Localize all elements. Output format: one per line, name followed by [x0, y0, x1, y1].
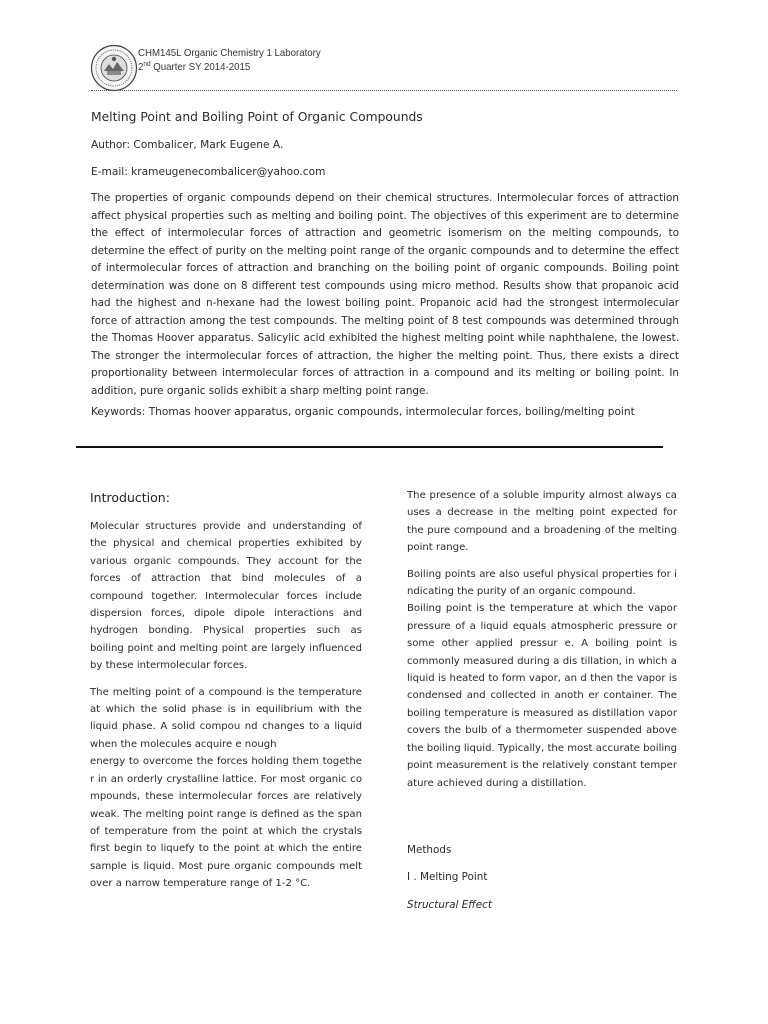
university-seal-logo [90, 44, 138, 92]
structural-effect-subheading: Structural Effect [407, 899, 492, 911]
course-header: CHM145L Organic Chemistry 1 Laboratory [138, 47, 321, 59]
left-column [90, 518, 362, 893]
abstract: The properties of organic compounds depend on their chemical structures. Intermolecular forces of attraction affect physical properties such as melting and boiling point. The objectives of this experiment are to determine the effect of intermolecular forces of attraction and geometric isomerism on the melting compounds, to determine the effect of purity on the melting point range of the organic compounds and to determine the effect of intermolecular forces of attraction and branching on the boiling point of organic compounds. Boiling point determination was done on 8 different test compounds using micro method. Results show that propanoic acid had the highest and n-hexane had the lowest boiling point. Propanoic acid had the strongest intermolecular force of attraction among the test compounds. The melting point of 8 test compounds was determined through the Thomas Hoover apparatus. Salicylic acid exhibited the highest melting point while naphthalene, the lowest. The stronger the intermolecular forces of attraction, the higher the melting point. Thus, there exists a direct proportionality between intermolecular forces of attraction in a compound and its melting or boiling point. In addition, pure organic solids exhibit a sharp melting point range. [91, 192, 679, 397]
email-line: E-mail: krameugenecombalicer@yahoo.com [91, 166, 326, 178]
header-divider [91, 90, 677, 91]
keywords: Keywords: Thomas hoover apparatus, organic compounds, intermolecular forces, boiling/melting point [91, 406, 635, 418]
intro-paragraph-1: Molecular structures provide and understanding of the physical and chemical properties exhibited by various organic compounds. They account for the forces of attraction that bind molecules of a compound together. Intermolecular forces include dispersion forces, dipole dipole interactions and hydrogen bonding. Physical properties such as boiling point and melting point are largely influenced by these intermolecular forces. [90, 521, 362, 672]
right-column [407, 487, 677, 792]
paper-title: Melting Point and Boiling Point of Organic Compounds [91, 110, 423, 124]
introduction-heading: Introduction: [90, 490, 170, 505]
melting-point-subheading: I . Melting Point [407, 871, 488, 883]
intro-paragraph-3: The presence of a soluble impurity almost always ca uses a decrease in the melting point expected for the pure compound and a broadening of the melting point range. [407, 490, 677, 554]
term-header: 2nd Quarter SY 2014-2015 [138, 61, 251, 73]
author-line: Author: Combalicer, Mark Eugene A. [91, 139, 284, 151]
intro-paragraph-2a: The melting point of a compound is the temperature at which the solid phase is in equilibrium with the liquid phase. A solid compou nd changes to a liquid when the molecules acquire e nough [90, 686, 362, 750]
section-divider [76, 446, 663, 448]
methods-heading: Methods [407, 844, 452, 856]
intro-paragraph-4: Boiling points are also useful physical properties for i ndicating the purity of an organic compound. [407, 568, 677, 598]
intro-paragraph-5: Boiling point is the temperature at which the vapor pressure of a liquid equals atmospheric pressure or some other applied pressur e. A boiling point is commonly measured during a dis tillation, in which a liquid is heated to form vapor, an d then the vapor is condensed and collected in anoth er container. The boiling temperature is measured as distillation vapor covers the bulb of a thermometer suspended above the boiling liquid. Typically, the most accurate boiling point measurement is the relatively constant temper ature achieved during a distillation. [407, 603, 677, 789]
intro-paragraph-2b: energy to overcome the forces holding them togethe r in an orderly crystalline lattice. For most organic co mpounds, these intermolecular forces are relatively weak. The melting point range is defined as the span of temperature from the point at which the crystals first begin to liquefy to the point at which the entire sample is liquid. Most pure organic compounds melt over a narrow temperature range of 1-2 °C. [90, 756, 362, 890]
